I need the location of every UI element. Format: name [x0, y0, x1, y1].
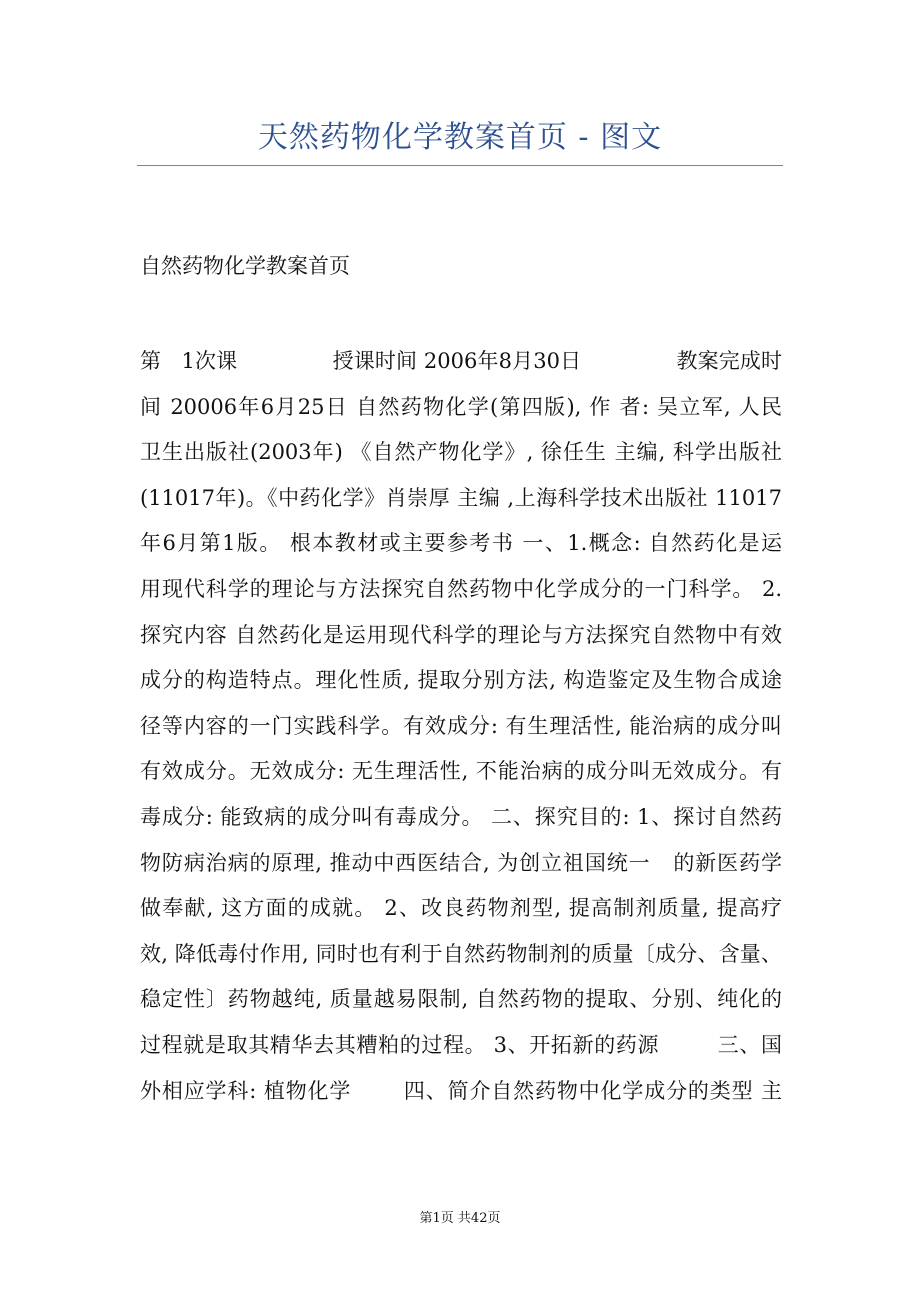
body-text-line: 卫生出版社(2003年) 《自然产物化学》, 徐任生 主编, 科学出版社: [140, 440, 782, 465]
body-text-line: (11017年)。《中药化学》肖崇厚 主编 ,上海科学技术出版社 11017: [140, 485, 782, 510]
body-text-line: 稳定性〕药物越纯, 质量越易限制, 自然药物的提取、分别、纯化的: [140, 987, 782, 1012]
title-divider: [137, 165, 783, 166]
document-title: 天然药物化学教案首页 - 图文: [257, 120, 663, 155]
document-subtitle: 自然药物化学教案首页: [140, 254, 350, 278]
body-text-line: 第 1次课 授课时间 2006年8月30日 教案完成时: [140, 349, 782, 373]
body-text-line: 间 20006年6月25日 自然药物化学(第四版), 作 者: 吴立军, 人民: [140, 394, 782, 419]
page-footer: 第1页 共42页: [419, 1211, 501, 1226]
document-body: [140, 346, 782, 1121]
body-text-line: 过程就是取其精华去其糟粕的过程。 3、开拓新的药源 三、国: [140, 1032, 782, 1057]
body-text-line: 探究内容 自然药化是运用现代科学的理论与方法探究自然物中有效: [140, 622, 782, 647]
body-text-line: 做奉献, 这方面的成就。 2、改良药物剂型, 提高制剂质量, 提高疗: [140, 896, 782, 921]
body-text-line: 年6月第1版。 根本教材或主要参考书 一、1.概念: 自然药化是运: [140, 531, 782, 556]
body-text-line: 用现代科学的理论与方法探究自然药物中化学成分的一门科学。 2.: [140, 576, 782, 601]
body-text-line: 成分的构造特点。理化性质, 提取分别方法, 构造鉴定及生物合成途: [140, 668, 782, 693]
body-text-line: 径等内容的一门实践科学。有效成分: 有生理活性, 能治病的成分叫: [140, 713, 782, 738]
body-text-line: 毒成分: 能致病的成分叫有毒成分。 二、探究目的: 1、探讨自然药: [140, 804, 782, 829]
body-text-line: 外相应学科: 植物化学 四、简介自然药物中化学成分的类型 主: [140, 1078, 782, 1103]
body-text-line: 有效成分。无效成分: 无生理活性, 不能治病的成分叫无效成分。有: [140, 759, 782, 784]
body-text-line: 物防病治病的原理, 推动中西医结合, 为创立祖国统一 的新医药学: [140, 850, 782, 875]
body-text-line: 效, 降低毒付作用, 同时也有利于自然药物制剂的质量〔成分、含量、: [140, 941, 782, 966]
